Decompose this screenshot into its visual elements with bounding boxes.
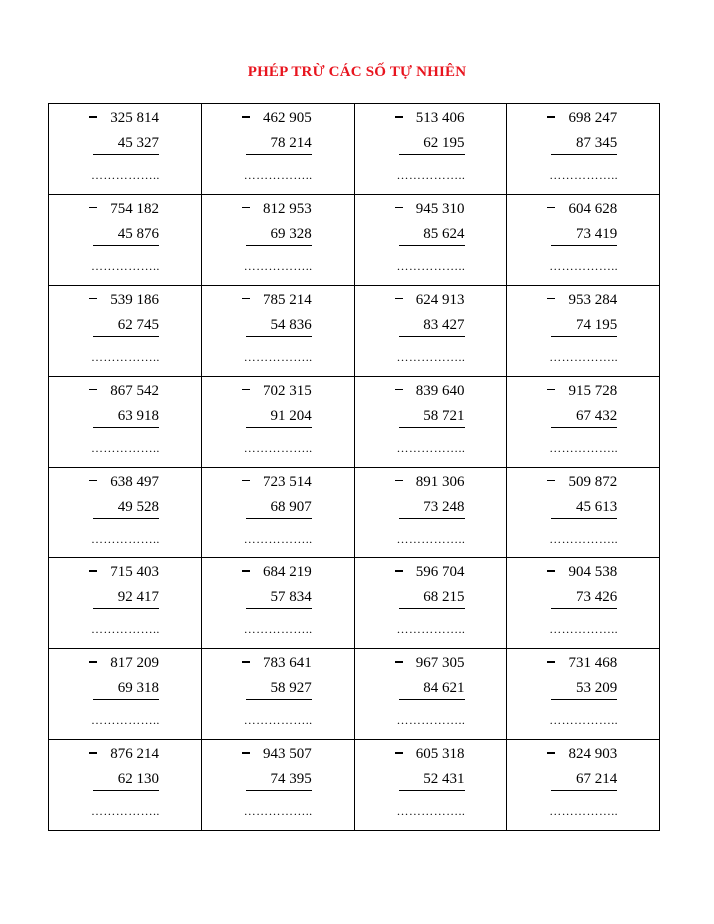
answer-blank[interactable]: …………….. <box>91 440 160 455</box>
minus-sign-icon <box>89 570 97 572</box>
result-line <box>551 608 617 609</box>
problem-cell <box>202 377 355 468</box>
subtrahend: 74 395 <box>270 771 312 788</box>
minus-sign-icon <box>89 116 97 118</box>
subtrahend: 45 613 <box>576 498 618 515</box>
subtraction-problem <box>243 473 313 553</box>
minus-sign-icon <box>395 389 403 391</box>
result-line <box>399 245 465 246</box>
subtrahend: 58 721 <box>423 407 465 424</box>
problem-cell <box>507 104 660 195</box>
minuend: 904 538 <box>568 564 618 581</box>
problem-cell <box>202 286 355 377</box>
minuend: 723 514 <box>263 473 312 490</box>
minus-sign-icon <box>242 752 250 754</box>
subtrahend: 57 834 <box>270 589 312 606</box>
minuend: 513 406 <box>415 110 465 126</box>
result-line <box>399 790 465 791</box>
result-line <box>93 790 159 791</box>
minus-sign-icon <box>242 389 250 391</box>
subtraction-problem <box>396 382 466 462</box>
minuend: 943 507 <box>263 746 312 763</box>
minuend: 891 306 <box>415 473 465 490</box>
problem-cell <box>202 468 355 559</box>
answer-blank[interactable]: …………….. <box>91 713 160 728</box>
answer-blank[interactable]: …………….. <box>243 258 313 273</box>
subtrahend: 62 745 <box>117 316 159 333</box>
minuend: 785 214 <box>263 291 312 308</box>
minuend: 754 182 <box>110 200 159 217</box>
result-line <box>551 427 617 428</box>
problem-cell <box>49 740 202 831</box>
result-line <box>93 699 159 700</box>
minus-sign-icon <box>89 752 97 754</box>
result-line <box>551 518 617 519</box>
minuend: 783 641 <box>263 655 312 672</box>
subtraction-problem <box>93 563 159 643</box>
subtraction-problem <box>396 200 466 280</box>
result-line <box>399 336 465 337</box>
answer-blank[interactable]: …………….. <box>549 622 619 637</box>
subtraction-problem <box>93 200 159 280</box>
subtraction-problem <box>243 291 313 371</box>
minus-sign-icon <box>395 661 403 663</box>
subtraction-problem <box>243 654 313 734</box>
minuend: 509 872 <box>568 473 618 490</box>
problem-cell <box>507 468 660 559</box>
subtrahend: 73 248 <box>423 498 465 515</box>
subtraction-problem <box>551 654 617 734</box>
minuend: 731 468 <box>568 655 618 672</box>
minus-sign-icon <box>395 480 403 482</box>
result-line <box>399 699 465 700</box>
subtraction-problem <box>551 745 617 825</box>
problem-cell <box>355 468 508 559</box>
problem-cell <box>202 558 355 649</box>
subtraction-problem <box>551 563 617 643</box>
minus-sign-icon <box>395 570 403 572</box>
minus-sign-icon <box>547 207 555 209</box>
problem-cell <box>202 740 355 831</box>
result-line <box>93 518 159 519</box>
minus-sign-icon <box>89 480 97 482</box>
minus-sign-icon <box>89 298 97 300</box>
minuend: 596 704 <box>415 564 465 581</box>
subtraction-problem <box>396 563 466 643</box>
answer-blank[interactable]: …………….. <box>91 349 160 364</box>
minus-sign-icon <box>89 661 97 663</box>
answer-blank[interactable]: …………….. <box>549 713 619 728</box>
minuend: 605 318 <box>415 746 465 763</box>
minus-sign-icon <box>547 480 555 482</box>
subtraction-problem <box>551 382 617 462</box>
answer-blank[interactable]: …………….. <box>243 440 313 455</box>
result-line <box>399 518 465 519</box>
minus-sign-icon <box>547 298 555 300</box>
minus-sign-icon <box>89 389 97 391</box>
minuend: 953 284 <box>568 291 618 308</box>
problem-cell <box>507 649 660 740</box>
minuend: 867 542 <box>110 382 159 399</box>
subtraction-problem <box>93 654 159 734</box>
result-line <box>246 427 312 428</box>
result-line <box>246 154 312 155</box>
subtrahend: 67 214 <box>576 771 618 788</box>
minus-sign-icon <box>395 298 403 300</box>
answer-blank[interactable]: …………….. <box>91 622 160 637</box>
minuend: 715 403 <box>110 564 159 581</box>
minus-sign-icon <box>242 116 250 118</box>
subtraction-problem <box>396 745 466 825</box>
minuend: 817 209 <box>110 655 159 672</box>
result-line <box>246 699 312 700</box>
subtrahend: 45 327 <box>117 135 159 151</box>
problem-cell <box>202 649 355 740</box>
subtrahend: 87 345 <box>576 135 618 151</box>
result-line <box>93 245 159 246</box>
subtraction-problem <box>396 291 466 371</box>
subtrahend: 78 214 <box>270 135 312 151</box>
problem-cell <box>49 558 202 649</box>
subtraction-problem <box>243 109 313 189</box>
minuend: 604 628 <box>568 200 618 217</box>
subtraction-problem <box>396 654 466 734</box>
subtraction-problem <box>551 109 617 189</box>
result-line <box>93 427 159 428</box>
problem-cell <box>202 195 355 286</box>
answer-blank[interactable]: …………….. <box>91 804 160 819</box>
subtrahend: 91 204 <box>270 407 312 424</box>
problem-cell <box>355 286 508 377</box>
subtrahend: 63 918 <box>117 407 159 424</box>
subtrahend: 58 927 <box>270 680 312 697</box>
problem-cell <box>49 649 202 740</box>
subtraction-problem <box>93 473 159 553</box>
minus-sign-icon <box>242 661 250 663</box>
minuend: 325 814 <box>110 110 159 126</box>
subtrahend: 73 419 <box>576 225 618 242</box>
answer-blank[interactable]: …………….. <box>396 258 466 273</box>
minuend: 638 497 <box>110 473 159 490</box>
problem-cell <box>507 740 660 831</box>
minuend: 876 214 <box>110 746 159 763</box>
answer-blank[interactable]: …………….. <box>396 168 466 182</box>
result-line <box>93 154 159 155</box>
problem-cell <box>49 468 202 559</box>
subtrahend: 54 836 <box>270 316 312 333</box>
problem-cell <box>49 104 202 195</box>
answer-blank[interactable]: …………….. <box>396 440 466 455</box>
result-line <box>399 154 465 155</box>
problem-cell <box>355 649 508 740</box>
answer-blank[interactable]: …………….. <box>549 168 619 182</box>
page-title: PHÉP TRỪ CÁC SỐ TỰ NHIÊN <box>247 64 467 80</box>
answer-blank[interactable]: …………….. <box>243 713 313 728</box>
answer-blank[interactable]: …………….. <box>549 804 619 819</box>
result-line <box>399 427 465 428</box>
problem-cell <box>355 377 508 468</box>
subtraction-problem <box>243 382 313 462</box>
subtraction-problem <box>93 745 159 825</box>
minuend: 702 315 <box>263 382 312 399</box>
subtrahend: 74 195 <box>576 316 618 333</box>
answer-blank[interactable]: …………….. <box>549 349 619 364</box>
subtrahend: 69 328 <box>270 225 312 242</box>
result-line <box>551 245 617 246</box>
result-line <box>551 699 617 700</box>
problem-grid <box>48 103 660 831</box>
minuend: 945 310 <box>415 200 465 217</box>
minuend: 812 953 <box>263 200 312 217</box>
subtraction-problem <box>551 291 617 371</box>
minus-sign-icon <box>395 752 403 754</box>
minuend: 824 903 <box>568 746 618 763</box>
problem-cell <box>49 377 202 468</box>
minuend: 684 219 <box>263 564 312 581</box>
subtrahend: 67 432 <box>576 407 618 424</box>
minus-sign-icon <box>547 116 555 118</box>
result-line <box>246 245 312 246</box>
minus-sign-icon <box>547 570 555 572</box>
result-line <box>551 336 617 337</box>
subtrahend: 45 876 <box>117 225 159 242</box>
result-line <box>246 518 312 519</box>
answer-blank[interactable]: …………….. <box>549 258 619 273</box>
minuend: 839 640 <box>415 382 465 399</box>
subtrahend: 68 215 <box>423 589 465 606</box>
answer-blank[interactable]: …………….. <box>396 349 466 364</box>
answer-blank[interactable]: …………….. <box>396 622 466 637</box>
minus-sign-icon <box>242 298 250 300</box>
problem-cell <box>49 195 202 286</box>
minuend: 698 247 <box>568 110 618 126</box>
subtraction-problem <box>551 200 617 280</box>
minus-sign-icon <box>395 207 403 209</box>
problem-cell <box>355 740 508 831</box>
minus-sign-icon <box>547 661 555 663</box>
minuend: 915 728 <box>568 382 618 399</box>
subtrahend: 69 318 <box>117 680 159 697</box>
subtraction-problem <box>551 473 617 553</box>
problem-cell <box>507 377 660 468</box>
minus-sign-icon <box>547 752 555 754</box>
minus-sign-icon <box>89 207 97 209</box>
problem-cell <box>355 558 508 649</box>
problem-cell <box>355 104 508 195</box>
minuend: 539 186 <box>110 291 159 308</box>
result-line <box>551 790 617 791</box>
subtraction-problem <box>93 109 159 189</box>
answer-blank[interactable]: …………….. <box>91 531 160 546</box>
problem-cell <box>49 286 202 377</box>
subtraction-problem <box>243 200 313 280</box>
problem-cell <box>507 558 660 649</box>
minus-sign-icon <box>395 116 403 118</box>
subtrahend: 84 621 <box>423 680 465 697</box>
answer-blank[interactable]: …………….. <box>396 804 466 819</box>
subtrahend: 73 426 <box>576 589 618 606</box>
subtrahend: 62 130 <box>117 771 159 788</box>
subtrahend: 83 427 <box>423 316 465 333</box>
answer-blank[interactable]: …………….. <box>243 349 313 364</box>
problem-cell <box>355 195 508 286</box>
subtraction-problem <box>396 473 466 553</box>
minuend: 624 913 <box>415 291 465 308</box>
subtrahend: 52 431 <box>423 771 465 788</box>
answer-blank[interactable]: …………….. <box>396 531 466 546</box>
subtrahend: 62 195 <box>423 135 465 151</box>
subtraction-problem <box>243 563 313 643</box>
result-line <box>93 336 159 337</box>
subtrahend: 68 907 <box>270 498 312 515</box>
result-line <box>93 608 159 609</box>
problem-cell <box>507 195 660 286</box>
subtraction-problem <box>396 109 466 189</box>
minus-sign-icon <box>242 207 250 209</box>
answer-blank[interactable]: …………….. <box>91 168 160 182</box>
minus-sign-icon <box>547 389 555 391</box>
problem-cell <box>202 104 355 195</box>
minuend: 462 905 <box>263 110 312 126</box>
minus-sign-icon <box>242 480 250 482</box>
result-line <box>551 154 617 155</box>
result-line <box>246 608 312 609</box>
result-line <box>246 790 312 791</box>
result-line <box>399 608 465 609</box>
answer-blank[interactable]: …………….. <box>243 168 313 182</box>
answer-blank[interactable]: …………….. <box>549 531 619 546</box>
answer-blank[interactable]: …………….. <box>396 713 466 728</box>
subtrahend: 85 624 <box>423 225 465 242</box>
result-line <box>246 336 312 337</box>
subtraction-problem <box>243 745 313 825</box>
subtrahend: 49 528 <box>117 498 159 515</box>
answer-blank[interactable]: …………….. <box>549 440 619 455</box>
subtrahend: 53 209 <box>576 680 618 697</box>
minuend: 967 305 <box>415 655 465 672</box>
problem-cell <box>507 286 660 377</box>
minus-sign-icon <box>242 570 250 572</box>
answer-blank[interactable]: …………….. <box>243 531 313 546</box>
subtrahend: 92 417 <box>117 589 159 606</box>
answer-blank[interactable]: …………….. <box>243 622 313 637</box>
subtraction-problem <box>93 382 159 462</box>
answer-blank[interactable]: …………….. <box>91 258 160 273</box>
subtraction-problem <box>93 291 159 371</box>
answer-blank[interactable]: …………….. <box>243 804 313 819</box>
